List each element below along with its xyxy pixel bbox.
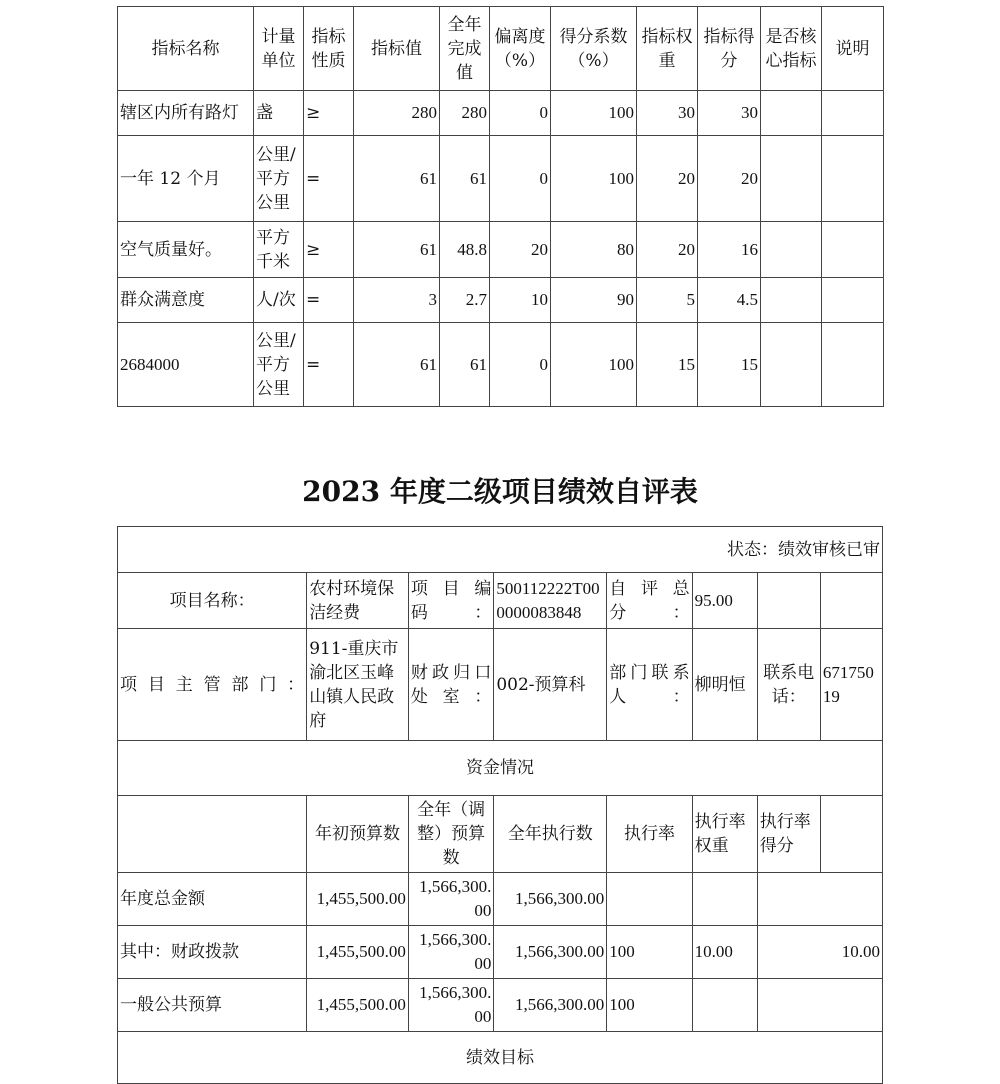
funds-section-row bbox=[118, 741, 883, 796]
cell-score-coefficient: 90 bbox=[551, 278, 637, 323]
cell-target-value: 61 bbox=[354, 323, 440, 407]
funds-section-title: 资金情况 bbox=[118, 741, 883, 796]
table-row bbox=[118, 323, 884, 407]
header-target-value: 指标值 bbox=[354, 7, 440, 91]
table-row bbox=[118, 136, 884, 222]
cell-score: 4.5 bbox=[698, 278, 761, 323]
cell-score-coefficient: 100 bbox=[551, 136, 637, 222]
cell-execution-rate: 100 bbox=[607, 926, 692, 979]
cell-completed-value: 48.8 bbox=[440, 222, 490, 278]
cell-indicator-name: 2684000 bbox=[118, 323, 254, 407]
table-row bbox=[118, 222, 884, 278]
finance-office-label: 财政归口处室： bbox=[408, 629, 493, 741]
table-row bbox=[118, 926, 883, 979]
cell-nature: = bbox=[304, 136, 354, 222]
cell-deviation: 20 bbox=[490, 222, 551, 278]
empty-cell bbox=[820, 573, 882, 629]
header-core-indicator: 是否核心指标 bbox=[761, 7, 822, 91]
cell-indicator-name: 空气质量好。 bbox=[118, 222, 254, 278]
cell-weight: 20 bbox=[637, 222, 698, 278]
cell-remark bbox=[822, 222, 884, 278]
goals-section-title: 绩效目标 bbox=[118, 1032, 883, 1084]
cell-unit: 人/次 bbox=[254, 278, 304, 323]
header-rate-weight: 执行率权重 bbox=[692, 796, 757, 873]
cell-fund-type: 其中：财政拨款 bbox=[118, 926, 307, 979]
cell-deviation: 0 bbox=[490, 91, 551, 136]
contact-label: 部门联系人： bbox=[607, 629, 692, 741]
cell-weight: 20 bbox=[637, 136, 698, 222]
cell-rate-weight bbox=[692, 979, 757, 1032]
cell-nature: ≥ bbox=[304, 91, 354, 136]
table-row bbox=[118, 979, 883, 1032]
header-score: 指标得分 bbox=[698, 7, 761, 91]
cell-indicator-name: 辖区内所有路灯 bbox=[118, 91, 254, 136]
header-rate-score: 执行率得分 bbox=[757, 796, 820, 873]
header-unit: 计量单位 bbox=[254, 7, 304, 91]
cell-deviation: 0 bbox=[490, 323, 551, 407]
cell-fund-type: 一般公共预算 bbox=[118, 979, 307, 1032]
header-indicator-name: 指标名称 bbox=[118, 7, 254, 91]
cell-core-indicator bbox=[761, 136, 822, 222]
header-initial-budget: 年初预算数 bbox=[307, 796, 409, 873]
header-score-coefficient: 得分系数（%） bbox=[551, 7, 637, 91]
header-nature: 指标性质 bbox=[304, 7, 354, 91]
phone-value: 67175019 bbox=[820, 629, 882, 741]
contact-value: 柳明恒 bbox=[692, 629, 757, 741]
cell-unit: 公里/平方公里 bbox=[254, 323, 304, 407]
page-title: 2023 年度二级项目绩效自评表 bbox=[302, 475, 698, 508]
cell-rate-score bbox=[757, 979, 882, 1032]
cell-completed-value: 280 bbox=[440, 91, 490, 136]
cell-unit: 公里/平方公里 bbox=[254, 136, 304, 222]
status-text: 状态：绩效审核已审 bbox=[118, 527, 883, 573]
cell-remark bbox=[822, 91, 884, 136]
cell-weight: 5 bbox=[637, 278, 698, 323]
cell-initial-budget: 1,455,500.00 bbox=[307, 926, 409, 979]
cell-score: 15 bbox=[698, 323, 761, 407]
cell-initial-budget: 1,455,500.00 bbox=[307, 979, 409, 1032]
cell-executed: 1,566,300.00 bbox=[494, 926, 607, 979]
dept-value: 911-重庆市渝北区玉峰山镇人民政府 bbox=[307, 629, 409, 741]
cell-adjusted-budget: 1,566,300.00 bbox=[408, 873, 493, 926]
table-row bbox=[118, 278, 884, 323]
table-row bbox=[118, 873, 883, 926]
table-row bbox=[118, 91, 884, 136]
header-adjusted-budget: 全年（调整）预算数 bbox=[408, 796, 493, 873]
cell-unit: 盏 bbox=[254, 91, 304, 136]
self-score-value: 95.00 bbox=[692, 573, 757, 629]
header-completed-value: 全年完成值 bbox=[440, 7, 490, 91]
empty-cell bbox=[820, 796, 882, 873]
cell-unit: 平方千米 bbox=[254, 222, 304, 278]
cell-score-coefficient: 100 bbox=[551, 91, 637, 136]
cell-weight: 15 bbox=[637, 323, 698, 407]
header-weight: 指标权重 bbox=[637, 7, 698, 91]
self-score-label: 自评总分： bbox=[607, 573, 692, 629]
cell-deviation: 10 bbox=[490, 278, 551, 323]
cell-rate-score: 10.00 bbox=[757, 926, 882, 979]
cell-deviation: 0 bbox=[490, 136, 551, 222]
department-row bbox=[118, 629, 883, 741]
project-name-value: 农村环境保洁经费 bbox=[307, 573, 409, 629]
project-code-value: 500112222T000000083848 bbox=[494, 573, 607, 629]
cell-remark bbox=[822, 323, 884, 407]
cell-completed-value: 61 bbox=[440, 136, 490, 222]
funds-header-row bbox=[118, 796, 883, 873]
cell-completed-value: 2.7 bbox=[440, 278, 490, 323]
indicator-header-row bbox=[118, 7, 884, 91]
cell-score: 20 bbox=[698, 136, 761, 222]
cell-core-indicator bbox=[761, 278, 822, 323]
cell-remark bbox=[822, 136, 884, 222]
cell-core-indicator bbox=[761, 222, 822, 278]
cell-core-indicator bbox=[761, 91, 822, 136]
cell-nature: = bbox=[304, 278, 354, 323]
cell-nature: = bbox=[304, 323, 354, 407]
cell-weight: 30 bbox=[637, 91, 698, 136]
status-row bbox=[118, 527, 883, 573]
cell-remark bbox=[822, 278, 884, 323]
cell-core-indicator bbox=[761, 323, 822, 407]
cell-indicator-name: 一年 12 个月 bbox=[118, 136, 254, 222]
cell-adjusted-budget: 1,566,300.00 bbox=[408, 926, 493, 979]
finance-office-value: 002-预算科 bbox=[494, 629, 607, 741]
cell-score-coefficient: 80 bbox=[551, 222, 637, 278]
cell-target-value: 3 bbox=[354, 278, 440, 323]
cell-executed: 1,566,300.00 bbox=[494, 979, 607, 1032]
empty-cell bbox=[757, 573, 820, 629]
cell-target-value: 61 bbox=[354, 222, 440, 278]
cell-execution-rate: 100 bbox=[607, 979, 692, 1032]
cell-execution-rate bbox=[607, 873, 692, 926]
goals-section-row bbox=[118, 1032, 883, 1084]
cell-nature: ≥ bbox=[304, 222, 354, 278]
cell-rate-score bbox=[757, 873, 882, 926]
cell-indicator-name: 群众满意度 bbox=[118, 278, 254, 323]
cell-rate-weight bbox=[692, 873, 757, 926]
cell-score: 30 bbox=[698, 91, 761, 136]
indicator-table bbox=[117, 6, 884, 407]
cell-score: 16 bbox=[698, 222, 761, 278]
project-name-label: 项目名称： bbox=[118, 573, 307, 629]
header-remark: 说明 bbox=[822, 7, 884, 91]
cell-score-coefficient: 100 bbox=[551, 323, 637, 407]
header-deviation: 偏离度（%） bbox=[490, 7, 551, 91]
cell-executed: 1,566,300.00 bbox=[494, 873, 607, 926]
funds-header-empty bbox=[118, 796, 307, 873]
cell-completed-value: 61 bbox=[440, 323, 490, 407]
header-executed: 全年执行数 bbox=[494, 796, 607, 873]
dept-label: 项目主管部门： bbox=[118, 629, 307, 741]
cell-rate-weight: 10.00 bbox=[692, 926, 757, 979]
cell-target-value: 61 bbox=[354, 136, 440, 222]
evaluation-table bbox=[117, 526, 883, 1084]
cell-initial-budget: 1,455,500.00 bbox=[307, 873, 409, 926]
project-info-row bbox=[118, 573, 883, 629]
phone-label: 联系电话： bbox=[757, 629, 820, 741]
cell-target-value: 280 bbox=[354, 91, 440, 136]
cell-fund-type: 年度总金额 bbox=[118, 873, 307, 926]
cell-adjusted-budget: 1,566,300.00 bbox=[408, 979, 493, 1032]
header-execution-rate: 执行率 bbox=[607, 796, 692, 873]
project-code-label: 项目编码： bbox=[408, 573, 493, 629]
